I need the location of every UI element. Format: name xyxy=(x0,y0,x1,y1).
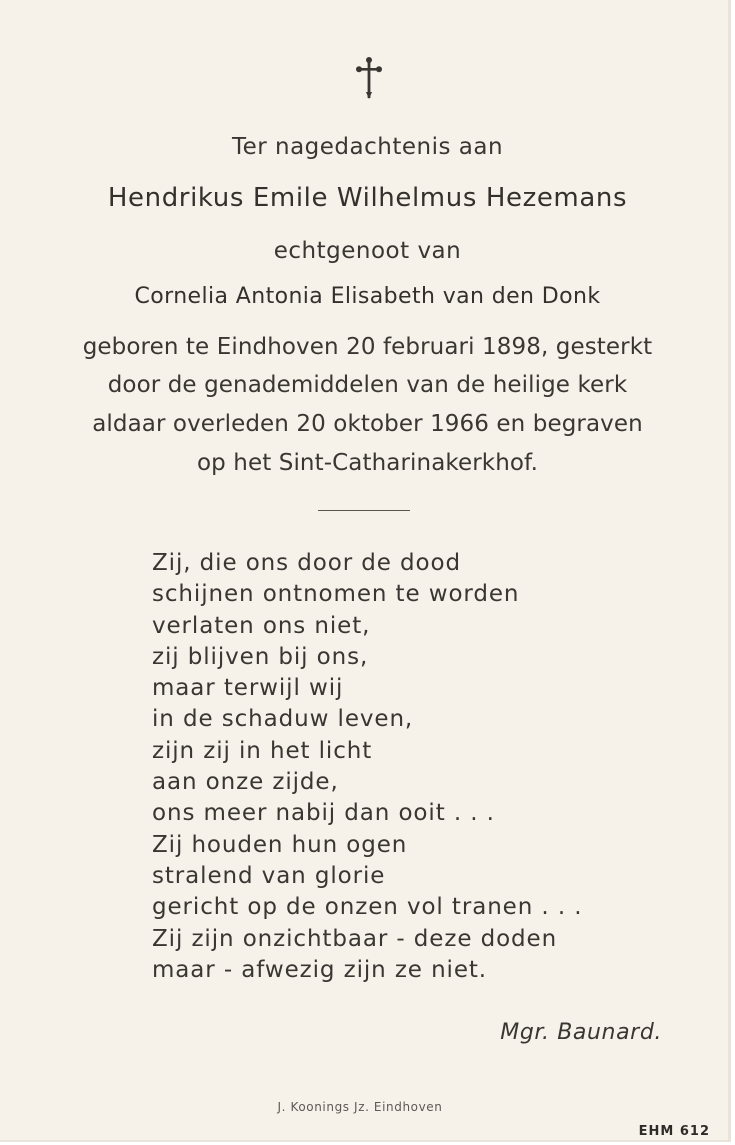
poem-line: maar - afwezig zijn ze niet. xyxy=(152,956,488,983)
divider-rule xyxy=(318,510,410,511)
poem-line: in de schaduw leven, xyxy=(152,706,414,733)
poem-line: Zij zijn onzichtbaar - deze doden xyxy=(152,925,558,952)
bio-line-sacraments: door de genademiddelen van de heilige kerk xyxy=(107,372,628,398)
poem xyxy=(152,548,582,986)
poem-line: maar terwijl wij xyxy=(152,675,344,702)
poem-line: Zij houden hun ogen xyxy=(152,831,408,858)
poem-line: stralend van glorie xyxy=(152,862,386,889)
poem-line: Zij, die ons door de dood xyxy=(152,550,461,576)
bio-line-death: aldaar overleden 20 oktober 1966 en begraven xyxy=(92,411,643,437)
bio-line-birth: geboren te Eindhoven 20 februari 1898, gesterkt xyxy=(82,334,653,360)
poem-line: zij blijven bij ons, xyxy=(152,643,369,670)
intro-text: Ter nagedachtenis aan xyxy=(231,134,504,160)
poem-author: Mgr. Baunard. xyxy=(500,1020,662,1045)
poem-line: aan onze zijde, xyxy=(152,769,339,796)
catalog-code: EHM 612 xyxy=(638,1124,710,1139)
poem-line: schijnen ontnomen te worden xyxy=(152,581,520,608)
deceased-name: Hendrikus Emile Wilhelmus Hezemans xyxy=(107,183,628,213)
poem-line: ons meer nabij dan ooit . . . xyxy=(152,800,495,827)
poem-line: gericht op de onzen vol tranen . . . xyxy=(152,894,583,921)
poem-line: verlaten ons niet, xyxy=(152,612,371,639)
printer-credit: J. Koonings Jz. Eindhoven xyxy=(277,1100,443,1114)
bio-line-burial: op het Sint-Catharinakerkhof. xyxy=(197,450,538,476)
spouse-name: Cornelia Antonia Elisabeth van den Donk xyxy=(134,284,601,309)
cross-icon xyxy=(354,56,384,100)
poem-line: zijn zij in het licht xyxy=(152,737,373,764)
spouse-label: echtgenoot van xyxy=(273,238,462,264)
